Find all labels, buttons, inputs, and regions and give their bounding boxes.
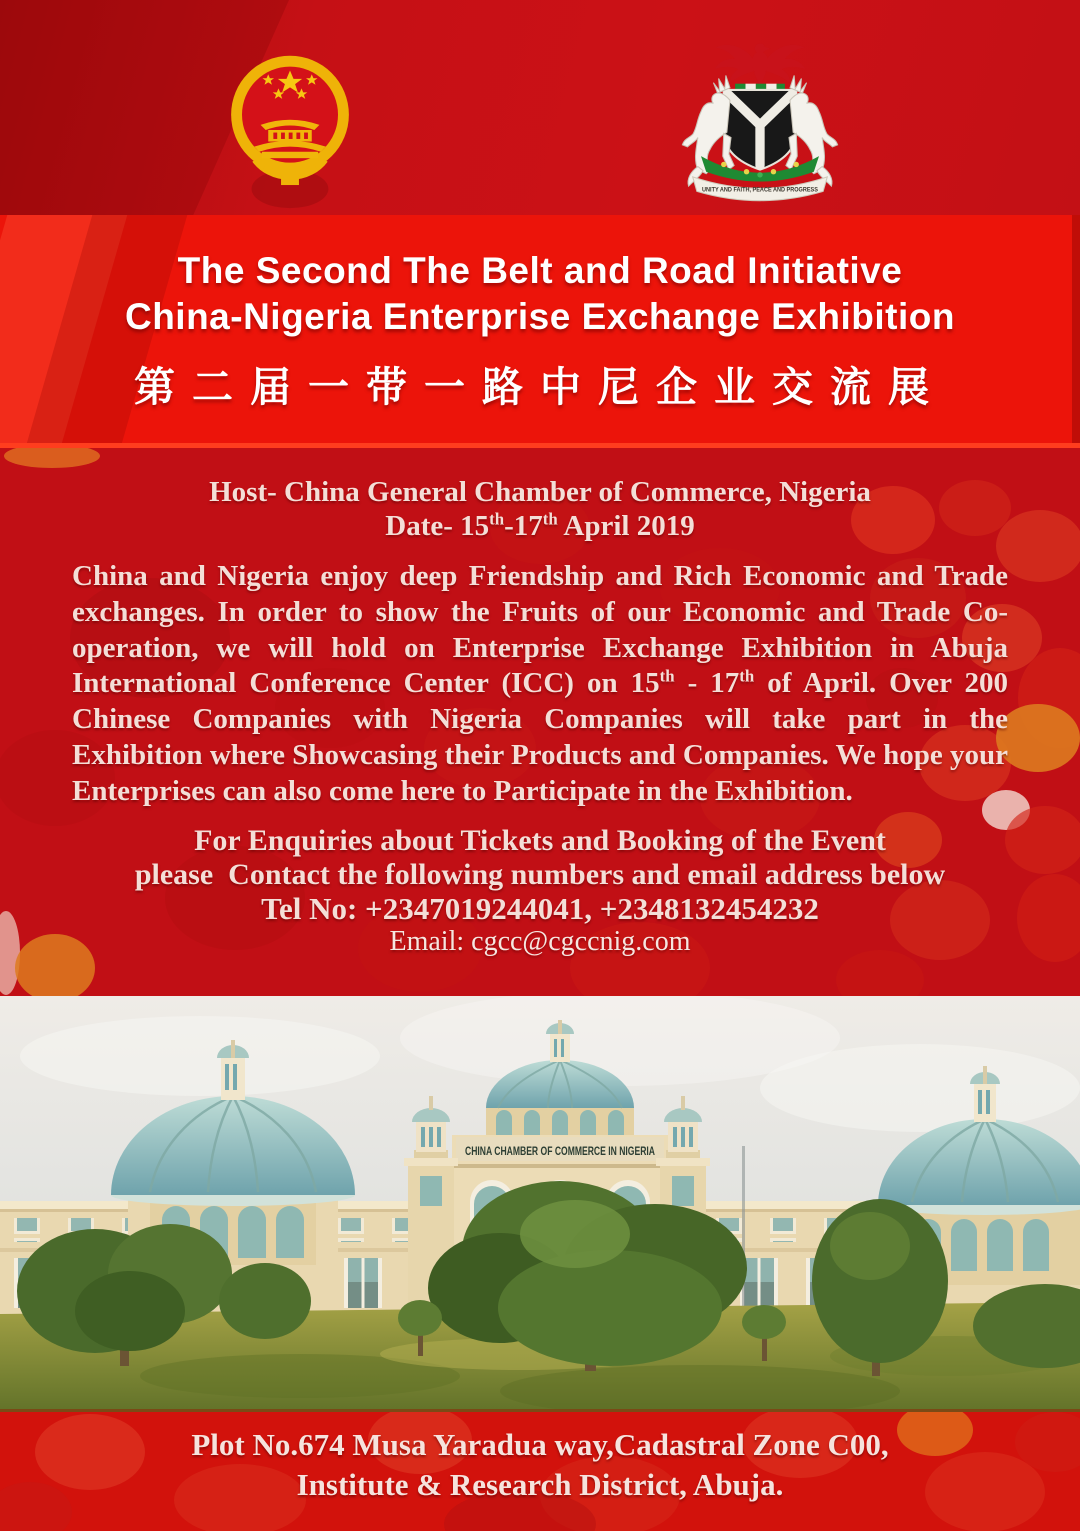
telephone-numbers: Tel No: +2347019244041, +2348132454232 <box>261 890 819 926</box>
paragraph-segment: of April. Over 200 Chinese Companies with Nigeria Companies will take part in the Exhibition where Showcasing their Products and Companies. We hope your Enterprises can also come here to Participate in the Exhibition. <box>72 667 1008 807</box>
info-band <box>0 448 1080 996</box>
paragraph-superscript: th <box>659 666 675 686</box>
header-emblem-band <box>0 0 1080 215</box>
building-photo-illustration <box>0 996 1080 1409</box>
date-part: -17 <box>504 510 543 542</box>
date-part: Date- 15 <box>385 510 490 542</box>
enquiries-line-2: please Contact the following numbers and email address below <box>134 857 946 891</box>
title-chinese: 第二届一带一路中尼企业交流展 <box>134 364 946 410</box>
building-photo <box>0 996 1080 1409</box>
date-superscript: th <box>489 509 505 529</box>
address-line-1: Plot No.674 Musa Yaradua way,Cadastral Zone C00, <box>191 1427 889 1462</box>
date-part: April 2019 <box>557 510 695 542</box>
enquiries-line-1: For Enquiries about Tickets and Booking of the Event <box>194 823 886 857</box>
address-line-2: Institute & Research District, Abuja. <box>296 1467 784 1502</box>
shield <box>724 90 796 170</box>
title-line-2: China-Nigeria Enterprise Exchange Exhibition <box>124 296 955 337</box>
motto-text: UNITY AND FAITH, PEACE AND PROGRESS <box>702 186 818 194</box>
eagle <box>714 43 805 85</box>
paragraph-segment: China and Nigeria enjoy deep Friendship and Rich Economic and Trade exchanges. In order to show the Fruits of our Economic and Trade Co-operation, we will hold on Enterprise Exchange Exhibition in Abuja International Conference Center (ICC) on 15 <box>72 560 1008 700</box>
title-line-1: The Second The Belt and Road Initiative <box>177 250 903 291</box>
intro-paragraph <box>72 559 1008 810</box>
address-band <box>0 1409 1080 1531</box>
host-line: Host- China General Chamber of Commerce, Nigeria <box>209 476 871 508</box>
email-address: Email: cgcc@cgccnig.com <box>389 925 691 957</box>
date-superscript: th <box>542 509 558 529</box>
nigeria-coat-of-arms-icon <box>672 34 848 210</box>
title-band <box>0 215 1080 448</box>
paragraph-segment: - 17 <box>674 667 740 700</box>
date-line <box>0 509 1080 543</box>
china-national-emblem-icon <box>226 48 354 212</box>
building-sign-text: CHINA CHAMBER OF COMMERCE IN NIGERIA <box>465 1144 656 1158</box>
paragraph-superscript: th <box>739 666 755 686</box>
